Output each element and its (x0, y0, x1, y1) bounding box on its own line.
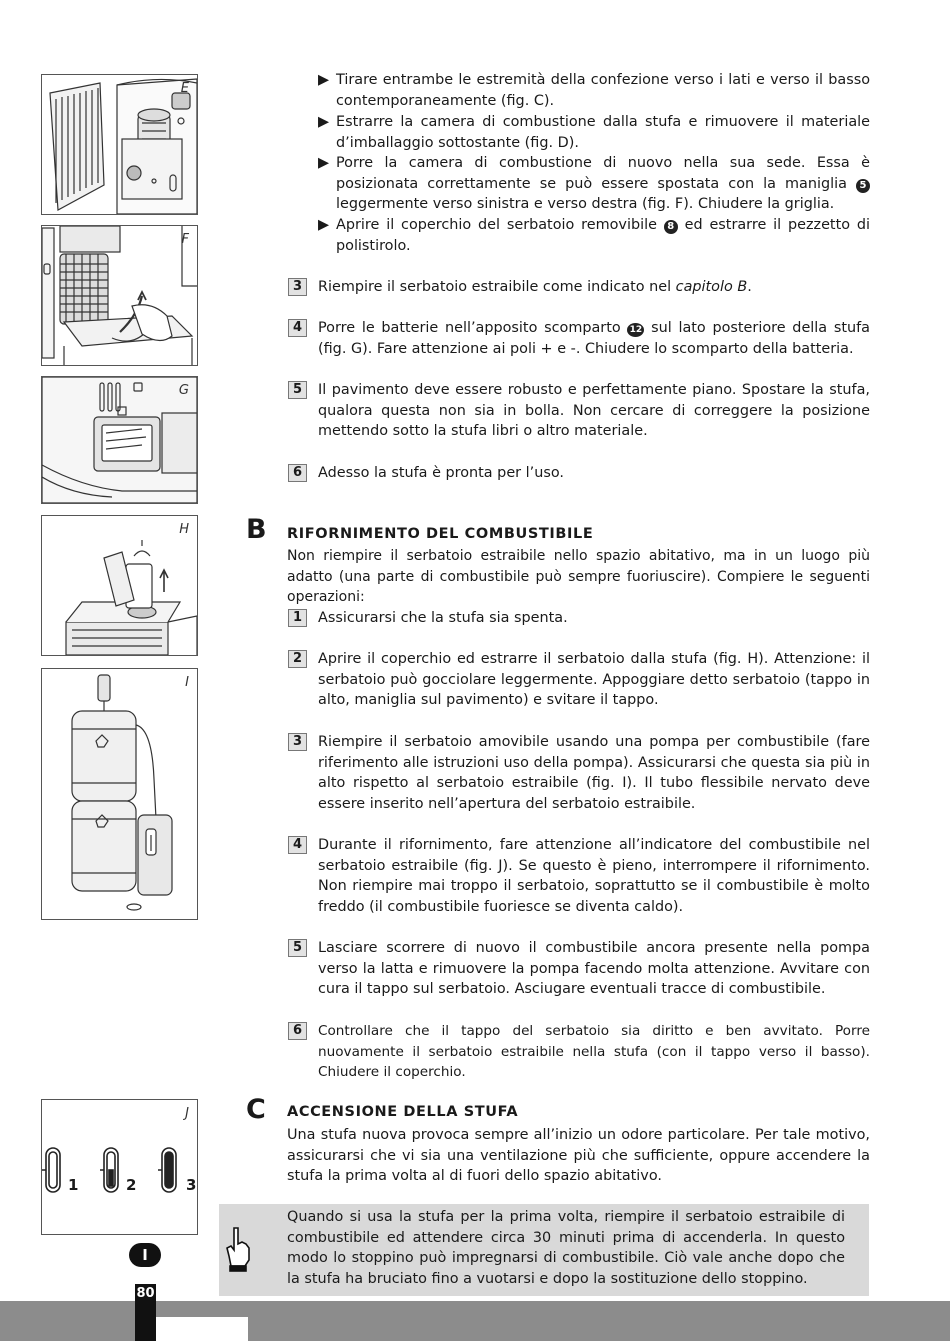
reference-number-12: 12 (627, 323, 644, 337)
step-item (288, 318, 870, 359)
bullet-arrow-icon: ▶ (318, 217, 330, 233)
step-number: 3 (288, 278, 307, 296)
figure-label-e: E (180, 81, 189, 96)
figure-f (41, 225, 198, 366)
step-item (288, 1021, 870, 1083)
step-text: Controllare che il tappo del serbatoio sia diritto e ben avvitato. Porre nuovamente il serbatoio estraibile nella stufa (con il tappo verso il basso). Chiudere il coperchio. (318, 1023, 870, 1081)
step-text: Aprire il coperchio ed estrarre il serbatoio dalla stufa (fig. H). Attenzione: il serbatoio può gocciolare leggermente. Appoggiare detto serbatoio (tappo in alto, maniglia sul pavimento) e svitare il tappo. (318, 651, 870, 709)
figure-g (41, 376, 198, 504)
step-item (288, 938, 870, 1000)
section-intro-c: Una stufa nuova provoca sempre all’inizio un odore particolare. Per tale motivo, assicurarsi che vi sia una ventilazione più che sufficiente, oppure accendere la stufa la prima volta al di fuori dello spazio abitativo. (287, 1127, 870, 1185)
step-item (288, 835, 870, 918)
bullet-item (318, 215, 870, 256)
figure-h (41, 515, 198, 656)
step-number: 4 (288, 319, 307, 337)
indicator-label-3: 3 (186, 1176, 197, 1194)
step-number: 6 (288, 1022, 307, 1040)
bullet-text: Estrarre la camera di combustione dalla stufa e rimuovere il materiale d’imballaggio sottostante (fig. D). (336, 114, 870, 151)
step-item (288, 463, 870, 484)
language-badge: I (129, 1243, 161, 1267)
figure-j-illustration (42, 1100, 197, 1234)
step-number: 4 (288, 836, 307, 854)
indicator-label-2: 2 (126, 1176, 137, 1194)
figure-e-illustration (42, 75, 197, 214)
bullet-text: Aprire il coperchio del serbatoio removibile 8 ed estrarre il pezzetto di polistirolo. (336, 217, 870, 254)
step-text: Porre le batterie nell’apposito scomparto 12 sul lato posteriore della stufa (fig. G). Fare attenzione ai poli + e -. Chiudere lo scomparto della batteria. (318, 320, 870, 357)
figure-label-h: H (179, 522, 189, 537)
step-number: 3 (288, 733, 307, 751)
section-letter-c: C (246, 1094, 266, 1125)
pointing-hand-icon (223, 1226, 253, 1272)
figure-e (41, 74, 198, 215)
step-number: 2 (288, 650, 307, 668)
section-title-c: ACCENSIONE DELLA STUFA (287, 1104, 519, 1120)
step-item (288, 732, 870, 815)
bullet-item (318, 153, 870, 215)
step-text: Adesso la stufa è pronta per l’uso. (318, 465, 564, 481)
page-number: 80 (136, 1286, 155, 1301)
figure-label-f: F (181, 232, 189, 247)
step-number: 1 (288, 609, 307, 627)
note-box (219, 1204, 869, 1296)
figure-i (41, 668, 198, 920)
figure-i-illustration (42, 669, 197, 919)
figure-label-j: J (185, 1106, 189, 1121)
figure-label-i: I (185, 675, 189, 690)
note-text: Quando si usa la stufa per la prima volta, riempire il serbatoio estraibile di combustibile ed attendere circa 30 minuti prima di accenderla. In questo modo lo stoppino può impregnarsi di combustibile. Ciò vale anche dopo che la stufa ha bruciato fino a vuotarsi e dopo la sostituzione dello stoppino. (287, 1209, 845, 1288)
step-text: Riempire il serbatoio amovibile usando una pompa per combustibile (fare riferimento alle istruzioni uso della pompa). Assicurarsi che questa sia più in alto rispetto al serbatoio estraibile (fig. I). Il tubo flessibile nervato deve essere inserito nell’apertura del serbatoio estraibile. (318, 734, 870, 813)
section-title-b: RIFORNIMENTO DEL COMBUSTIBILE (287, 526, 594, 542)
bullet-text: Porre la camera di combustione di nuovo nella sua sede. Essa è posizionata correttamente se può essere spostata con la maniglia 5 leggermente verso sinistra e verso destra (fig. F). Chiudere la griglia. (336, 155, 870, 213)
step-text: Lasciare scorrere di nuovo il combustibile ancora presente nella pompa verso la latta e rimuovere la pompa facendo molta attenzione. Avvitare con cura il tappo sul serbatoio. Asciugare eventuali tracce di combustibile. (318, 940, 870, 998)
figure-g-illustration (42, 377, 197, 503)
section-intro-b: Non riempire il serbatoio estraibile nello spazio abitativo, ma in un luogo più adatto (una parte di combustibile può sempre fuoriuscire). Compiere le seguenti operazioni: (287, 548, 870, 606)
step-number: 6 (288, 464, 307, 482)
step-text: Riempire il serbatoio estraibile come indicato nel capitolo B. (318, 279, 752, 295)
figure-f-illustration (42, 226, 197, 365)
reference-number-8: 8 (664, 220, 678, 234)
step-text: Durante il rifornimento, fare attenzione all’indicatore del combustibile nel serbatoio estraibile (fig. J). Se questo è pieno, interrompere il rifornimento. Non riempire mai troppo il serbatoio, soprattutto se il combustibile è molto freddo (il combustibile fuoriesce se diventa caldo). (318, 837, 870, 916)
footer-white-block (156, 1317, 248, 1341)
step-item (288, 277, 870, 298)
bullet-item (318, 112, 870, 153)
step-item (288, 380, 870, 442)
step-item (288, 608, 870, 629)
figure-h-illustration (42, 516, 197, 655)
section-letter-b: B (246, 514, 267, 545)
bullet-arrow-icon: ▶ (318, 72, 330, 88)
bullet-arrow-icon: ▶ (318, 114, 330, 130)
step-number: 5 (288, 381, 307, 399)
step-item (288, 649, 870, 711)
bullet-arrow-icon: ▶ (318, 155, 330, 171)
reference-number-5: 5 (856, 179, 870, 193)
step-number: 5 (288, 939, 307, 957)
bullet-item (318, 70, 870, 111)
figure-label-g: G (178, 383, 189, 398)
figure-j (41, 1099, 198, 1235)
step-text: Assicurarsi che la stufa sia spenta. (318, 610, 568, 626)
bullet-text: Tirare entrambe le estremità della confezione verso i lati e verso il basso contemporaneamente (fig. C). (336, 72, 870, 109)
step-text: Il pavimento deve essere robusto e perfettamente piano. Spostare la stufa, qualora questa non sia in bolla. Non cercare di correggere la posizione mettendo sotto la stufa libri o altro materiale. (318, 382, 870, 440)
indicator-label-1: 1 (68, 1176, 79, 1194)
